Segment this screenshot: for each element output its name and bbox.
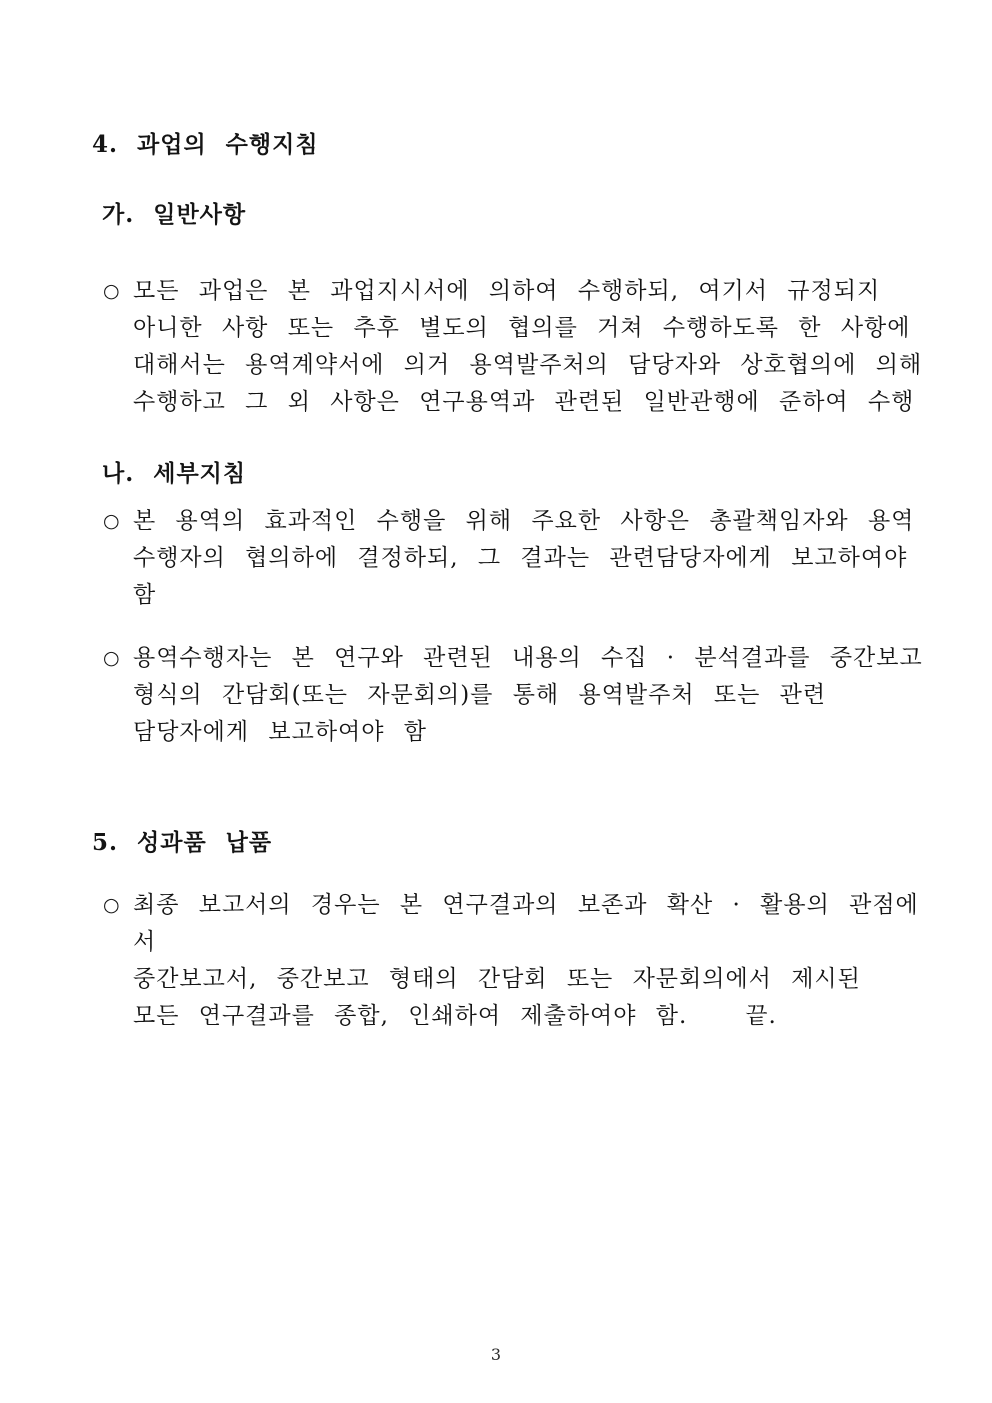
circle-bullet-marker: ○	[103, 510, 120, 532]
bullet-item	[92, 273, 934, 421]
page-number: 3	[490, 1345, 502, 1364]
circle-bullet-marker: ○	[103, 894, 120, 916]
document-content	[92, 0, 934, 1035]
bullet-line: 본 용역의 효과적인 수행을 위해 주요한 사항은 총괄책임자와 용역	[133, 508, 915, 534]
subsection-na-heading: 나. 세부지침	[102, 460, 247, 487]
bullet-item	[92, 503, 934, 614]
circle-bullet-marker: ○	[103, 647, 120, 669]
bullet-line: 모든 과업은 본 과업지시서에 의하여 수행하되, 여기서 규정되지	[133, 278, 881, 304]
bullet-line: 모든 연구결과를 종합, 인쇄하여 제출하여야 함. 끝.	[133, 1003, 777, 1029]
bullet-item	[92, 887, 934, 1035]
bullet-line: 용역수행자는 본 연구와 관련된 내용의 수집 · 분석결과를 중간보고	[133, 645, 923, 671]
bullet-line: 형식의 간담회(또는 자문회의)를 통해 용역발주처 또는 관련	[133, 682, 827, 708]
subsection-ga-heading: 가. 일반사항	[102, 201, 247, 228]
section-5-heading: 5. 성과품 납품	[92, 829, 273, 856]
bullet-item	[92, 640, 934, 751]
bullet-line: 수행자의 협의하에 결정하되, 그 결과는 관련담당자에게 보고하여야 함	[133, 545, 927, 608]
bullet-text	[133, 887, 934, 1035]
bullet-line: 아니한 사항 또는 추후 별도의 협의를 거쳐 수행하도록 한 사항에	[133, 315, 911, 341]
bullet-line: 수행하고 그 외 사항은 연구용역과 관련된 일반관행에 준하여 수행	[133, 389, 915, 415]
bullet-line: 중간보고서, 중간보고 형태의 간담회 또는 자문회의에서 제시된	[133, 966, 861, 992]
bullet-text	[133, 640, 934, 751]
bullet-text	[133, 503, 934, 614]
circle-bullet-marker: ○	[103, 280, 120, 302]
bullet-line: 담당자에게 보고하여야 함	[133, 719, 428, 745]
bullet-text	[133, 273, 934, 421]
section-4-heading: 4. 과업의 수행지침	[92, 131, 319, 158]
bullet-line: 대해서는 용역계약서에 의거 용역발주처의 담당자와 상호협의에 의해	[133, 352, 923, 378]
bullet-line: 최종 보고서의 경우는 본 연구결과의 보존과 확산 · 활용의 관점에서	[133, 892, 919, 955]
